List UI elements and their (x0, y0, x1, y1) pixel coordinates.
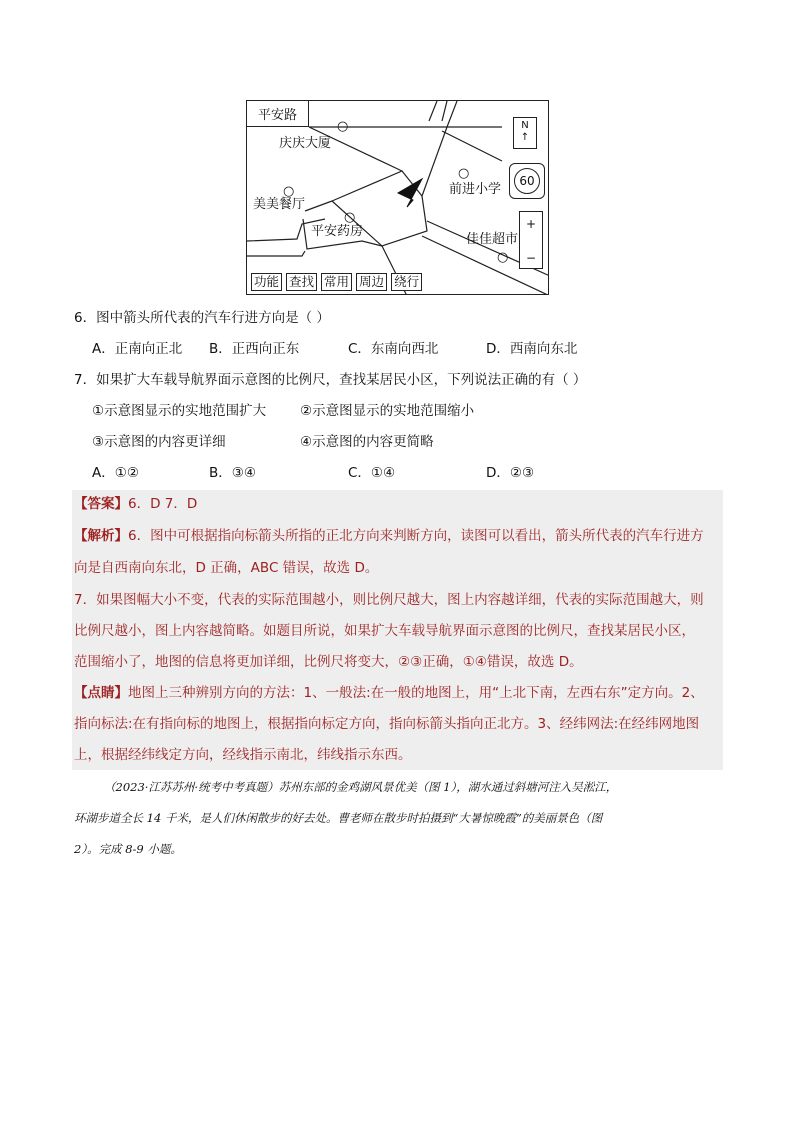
q7-statement-3: ③示意图的内容更详细 (92, 434, 226, 450)
analysis-text-4: 比例尺越小，图上内容越简略。如题目所说，如果扩大车载导航界面示意图的比例尺，查找某居民小区， (74, 623, 695, 639)
analysis-line-1 (74, 530, 704, 544)
compass-label: N (521, 120, 529, 131)
toolbar-nearby-button[interactable]: 周边 (356, 273, 387, 291)
toolbar-detour-button[interactable]: 绕行 (391, 273, 422, 291)
tip-text-1: 地图上三种辨别方向的方法：1、一般法:在一般的地图上，用“上北下南，左西右东”定方向。2、 (128, 685, 704, 701)
analysis-tag: 【解析】 (74, 528, 128, 544)
navigation-map (246, 100, 549, 295)
q7-option-a: A．①② (92, 465, 139, 481)
toolbar-search-button[interactable]: 查找 (286, 273, 317, 291)
intro-line-3: 2）。完成 8-9 小题。 (74, 842, 182, 856)
q6-option-a: A．正南向正北 (92, 341, 183, 357)
place-pingan-pharmacy: 平安药房 (311, 224, 364, 239)
zoom-control[interactable] (519, 211, 543, 269)
place-marker-icon: ○ (497, 250, 509, 265)
q7-stem: 7．如果扩大车载导航界面示意图的比例尺，查找某居民小区，下列说法正确的有（ ） (74, 372, 587, 388)
q7-statement-1: ①示意图显示的实地范围扩大 (92, 403, 267, 419)
place-marker-icon: ○ (344, 210, 356, 225)
compass-indicator (513, 117, 537, 149)
map-toolbar (251, 273, 422, 291)
answer-text: 6．D 7．D (128, 496, 198, 512)
zoom-out-button[interactable]: − (525, 251, 537, 265)
tip-tag: 【点睛】 (74, 685, 128, 701)
road-name-label: 平安路 (247, 101, 309, 127)
q6-option-b: B．正西向正东 (209, 341, 300, 357)
q7-option-c: C．①④ (348, 465, 396, 481)
place-qingqing: 庆庆大厦 (279, 136, 332, 151)
tip-text-3: 上，根据经纬线定方向，经线指示南北，纬线指示东西。 (74, 747, 412, 763)
q7-option-b: B．③④ (209, 465, 256, 481)
q7-option-d: D．②③ (486, 465, 535, 481)
north-arrow-icon: ↑ (520, 132, 530, 143)
vehicle-arrow-icon (398, 179, 422, 207)
zoom-in-button[interactable]: + (525, 217, 537, 231)
tip-text-2: 指向标法:在有指向标的地图上，根据指向标定方向，指向标箭头指向正北方。3、经纬网法:在经纬网地图 (74, 716, 700, 732)
answer-line (74, 498, 197, 512)
speed-limit-sign (509, 163, 545, 199)
toolbar-function-button[interactable]: 功能 (251, 273, 282, 291)
analysis-text-1: 6．图中可根据指向标箭头所指的正北方向来判断方向，读图可以看出，箭头所代表的汽车行进方 (128, 528, 704, 544)
place-meimei: 美美餐厅 (253, 197, 306, 212)
place-marker-icon: ○ (283, 184, 295, 199)
q6-option-d: D．西南向东北 (486, 341, 578, 357)
intro-line-2: 环湖步道全长 14 千米，是人们休闲散步的好去处。曹老师在散步时拍摄到“大暑惊晚霞”的美丽景色（图 (74, 811, 603, 825)
analysis-text-3: 7．如果图幅大小不变，代表的实际范围越小，则比例尺越大，图上内容越详细，代表的实际范围越大，则 (74, 592, 704, 608)
q7-statement-4: ④示意图的内容更简略 (300, 434, 434, 450)
intro-line-1: （2023·江苏苏州·统考中考真题）苏州东部的金鸡湖风景优美（图 1），湖水通过斜塘河注入吴淞江， (104, 780, 618, 794)
analysis-text-5: 范围缩小了，地图的信息将更加详细，比例尺将变大，②③正确，①④错误，故选 D。 (74, 654, 583, 670)
place-marker-icon: ○ (458, 166, 470, 181)
analysis-text-2: 向是自西南向东北，D 正确，ABC 错误，故选 D。 (74, 560, 379, 576)
place-qianjin: 前进小学 (449, 182, 502, 197)
toolbar-frequent-button[interactable]: 常用 (321, 273, 352, 291)
place-jiajia: 佳佳超市 (466, 232, 519, 247)
q7-statement-2: ②示意图显示的实地范围缩小 (300, 403, 475, 419)
q6-stem: 6．图中箭头所代表的汽车行进方向是（ ） (74, 310, 330, 326)
answer-tag: 【答案】 (74, 496, 128, 512)
q6-option-c: C．东南向西北 (348, 341, 439, 357)
place-marker-icon: ○ (337, 119, 349, 134)
speed-limit-value: 60 (514, 168, 540, 194)
tip-line-1 (74, 687, 704, 701)
